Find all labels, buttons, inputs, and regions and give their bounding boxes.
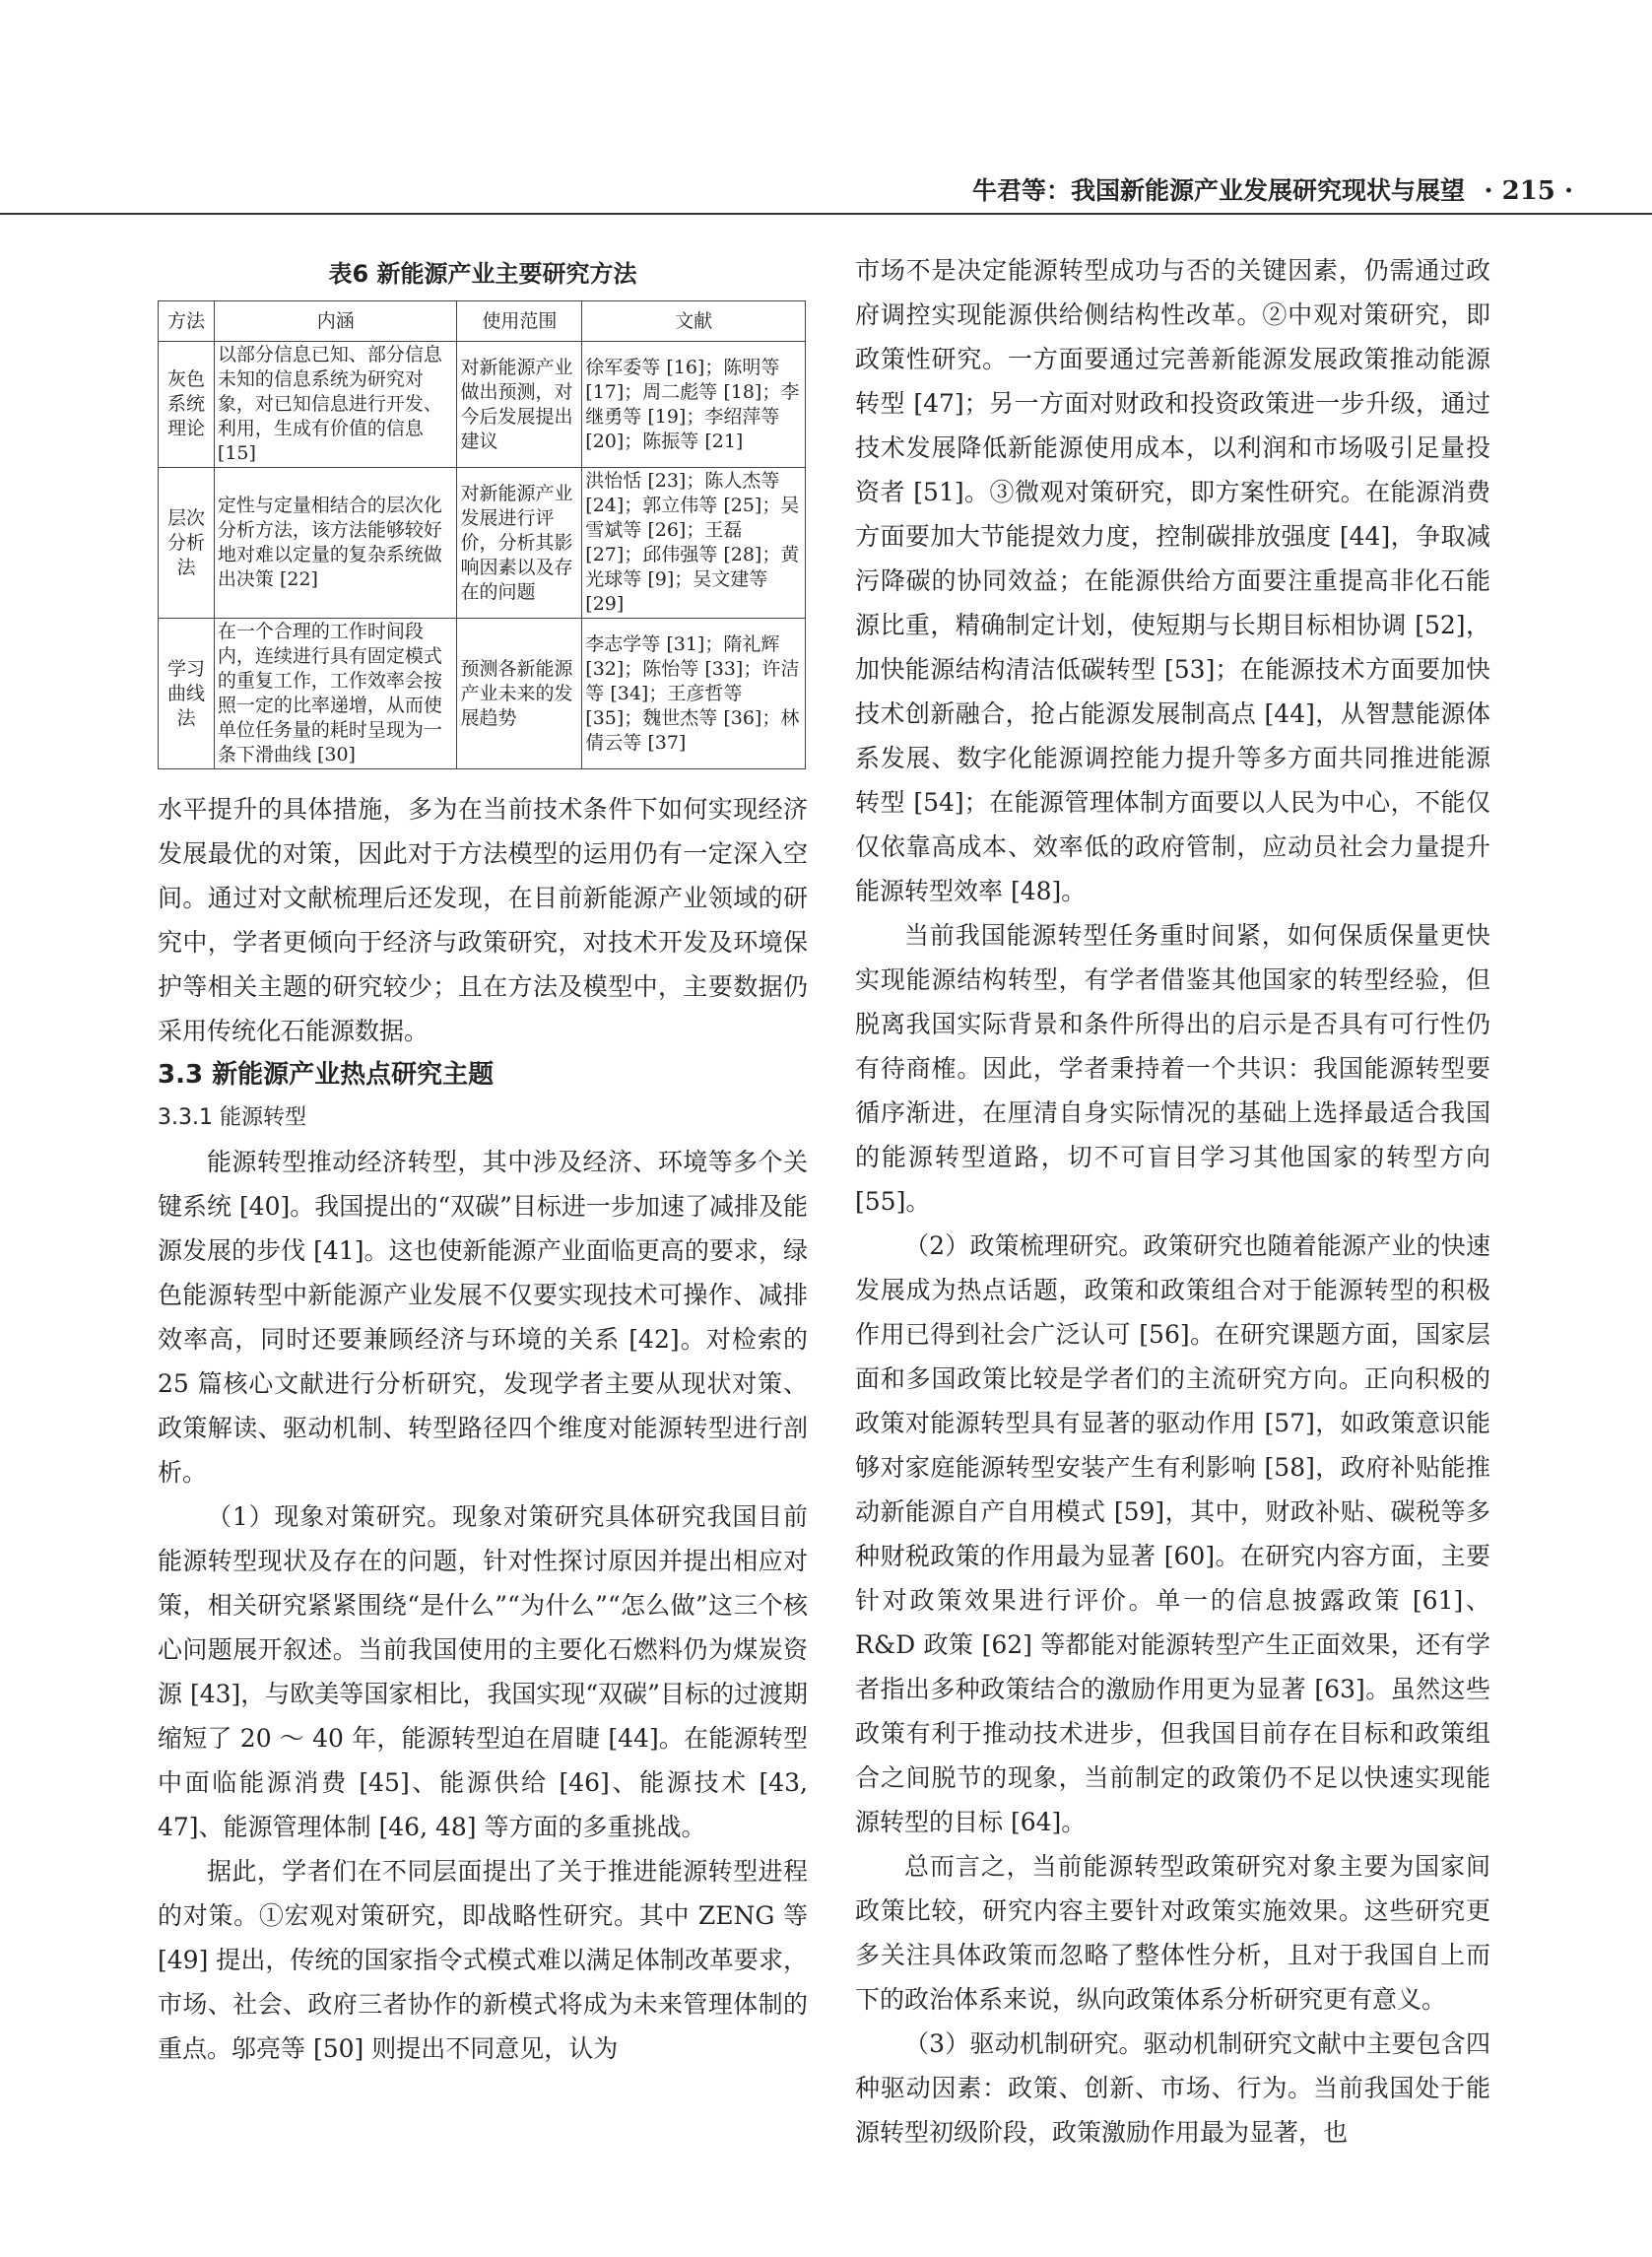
paragraph: 据此，学者们在不同层面提出了关于推进能源转型进程的对策。①宏观对策研究，即战略性研究。其中 ZENG 等 [49] 提出，传统的国家指令式模式难以满足体制改革要求，市场、社会、政府三者协作的新模式将成为未来管理体制的重点。邬亮等 [50] 则提出不同意见，认为 [158,1857,808,2063]
table-header-cell: 使用范围 [457,301,582,342]
table-header-cell: 方法 [159,301,215,342]
refs-cell: 洪怡恬 [23]；陈人杰等 [24]；郭立伟等 [25]；吴雪斌等 [26]；王磊 [27]；邱伟强等 [28]；黄光球等 [9]；吴文建等 [29] [582,468,806,619]
meaning-cell: 在一个合理的工作时间段内，连续进行具有固定模式的重复工作，工作效率会按照一定的比率递增，从而使单位任务量的耗时呈现为一条下滑曲线 [30] [214,619,457,769]
paragraph: 水平提升的具体措施，多为在当前技术条件下如何实现经济发展最优的对策，因此对于方法模型的运用仍有一定深入空间。通过对文献梳理后还发现，在目前新能源产业领域的研究中，学者更倾向于经济与政策研究，对技术开发及环境保护等相关主题的研究较少；且在方法及模型中，主要数据仍采用传统化石能源数据。 [158,795,808,1045]
method-cell: 灰色系统理论 [159,342,215,468]
right-column [855,248,1490,2155]
left-column [158,246,808,2071]
methods-table [158,300,806,769]
paragraph: （2）政策梳理研究。政策研究也随着能源产业的快速发展成为热点话题，政策和政策组合对于能源转型的积极作用已得到社会广泛认可 [56]。在研究课题方面，国家层面和多国政策比较是学者们的主流研究方向。正向积极的政策对能源转型具有显著的驱动作用 [57]，如政策意识能够对家庭能源转型安装产生有利影响 [58]，政府补贴能推动新能源自产自用模式 [59]，其中，财政补贴、碳税等多种财税政策的作用最为显著 [60]。在研究内容方面，主要针对政策效果进行评价。单一的信息披露政策 [61]、R&D 政策 [62] 等都能对能源转型产生正面效果，还有学者指出多种政策结合的激励作用更为显著 [63]。虽然这些政策有利于推动技术进步，但我国目前存在目标和政策组合之间脱节的现象，当前制定的政策仍不足以快速实现能源转型的目标 [64]。 [855,1231,1490,1836]
paragraph: 当前我国能源转型任务重时间紧，如何保质保量更快实现能源结构转型，有学者借鉴其他国家的转型经验，但脱离我国实际背景和条件所得出的启示是否具有可行性仍有待商榷。因此，学者秉持着一个共识：我国能源转型要循序渐进，在厘清自身实际情况的基础上选择最适合我国的能源转型道路，切不可盲目学习其他国家的转型方向 [55]。 [855,921,1490,1216]
scope-cell: 对新能源产业做出预测，对今后发展提出建议 [457,342,582,468]
table-header-cell: 内涵 [214,301,457,342]
table-row [159,619,806,769]
table-title: 表6 新能源产业主要研究方法 [328,260,637,288]
page-number: · 215 · [1484,176,1573,206]
page-header [0,169,1652,215]
paragraph: （1）现象对策研究。现象对策研究具体研究我国目前能源转型现状及存在的问题，针对性探讨原因并提出相应对策，相关研究紧紧围绕“是什么”“为什么”“怎么做”这三个核心问题展开叙述。当前我国使用的主要化石燃料仍为煤炭资源 [43]，与欧美等国家相比，我国实现“双碳”目标的过渡期缩短了 20 ～ 40 年，能源转型迫在眉睫 [44]。在能源转型中面临能源消费 [45]、能源供给 [46]、能源技术 [43, 47]、能源管理体制 [46, 48] 等方面的多重挑战。 [158,1502,808,1841]
method-cell: 层次分析法 [159,468,215,619]
meaning-cell: 以部分信息已知、部分信息未知的信息系统为研究对象，对已知信息进行开发、利用，生成有价值的信息 [15] [214,342,457,468]
running-title: 牛君等：我国新能源产业发展研究现状与展望 [971,176,1465,205]
refs-cell: 李志学等 [31]；隋礼辉 [32]；陈怡等 [33]；许洁等 [34]；王彦哲等 [35]；魏世杰等 [36]；林倩云等 [37] [582,619,806,769]
paragraph: 市场不是决定能源转型成功与否的关键因素，仍需通过政府调控实现能源供给侧结构性改革。②中观对策研究，即政策性研究。一方面要通过完善新能源发展政策推动能源转型 [47]；另一方面对财政和投资政策进一步升级，通过技术发展降低新能源使用成本，以利润和市场吸引足量投资者 [51]。③微观对策研究，即方案性研究。在能源消费方面要加大节能提效力度，控制碳排放强度 [44]，争取减污降碳的协同效益；在能源供给方面要注重提高非化石能源比重，精确制定计划，使短期与长期目标相协调 [52]，加快能源结构清洁低碳转型 [53]；在能源技术方面要加快技术创新融合，抢占能源发展制高点 [44]，从智慧能源体系发展、数字化能源调控能力提升等多方面共同推进能源转型 [54]；在能源管理体制方面要以人民为中心，不能仅仅依靠高成本、效率低的政府管制，应动员社会力量提升能源转型效率 [48]。 [855,256,1490,905]
paragraph: 总而言之，当前能源转型政策研究对象主要为国家间政策比较，研究内容主要针对政策实施效果。这些研究更多关注具体政策而忽略了整体性分析，且对于我国自上而下的政治体系来说，纵向政策体系分析研究更有意义。 [855,1852,1490,2014]
scope-cell: 预测各新能源产业未来的发展趋势 [457,619,582,769]
table-row [159,342,806,468]
meaning-cell: 定性与定量相结合的层次化分析方法，该方法能够较好地对难以定量的复杂系统做出决策 [22] [214,468,457,619]
refs-cell: 徐军委等 [16]；陈明等 [17]；周二彪等 [18]；李继勇等 [19]；李绍萍等 [20]；陈振等 [21] [582,342,806,468]
scope-cell: 对新能源产业发展进行评价，分析其影响因素以及存在的问题 [457,468,582,619]
table-header-cell: 文献 [582,301,806,342]
paragraph: 能源转型推动经济转型，其中涉及经济、环境等多个关键系统 [40]。我国提出的“双碳”目标进一步加速了减排及能源发展的步伐 [41]。这也使新能源产业面临更高的要求，绿色能源转型中新能源产业发展不仅要实现技术可操作、减排效率高，同时还要兼顾经济与环境的关系 [42]。对检索的 25 篇核心文献进行分析研究，发现学者主要从现状对策、政策解读、驱动机制、转型路径四个维度对能源转型进行剖析。 [158,1148,808,1487]
table-row [159,468,806,619]
paragraph: （3）驱动机制研究。驱动机制研究文献中主要包含四种驱动因素：政策、创新、市场、行为。当前我国处于能源转型初级阶段，政策激励作用最为显著，也 [855,2029,1490,2147]
table-header-row [159,301,806,342]
method-cell: 学习曲线法 [159,619,215,769]
subsection-heading: 3.3.1 能源转型 [158,1105,306,1130]
section-heading: 3.3 新能源产业热点研究主题 [158,1060,495,1090]
